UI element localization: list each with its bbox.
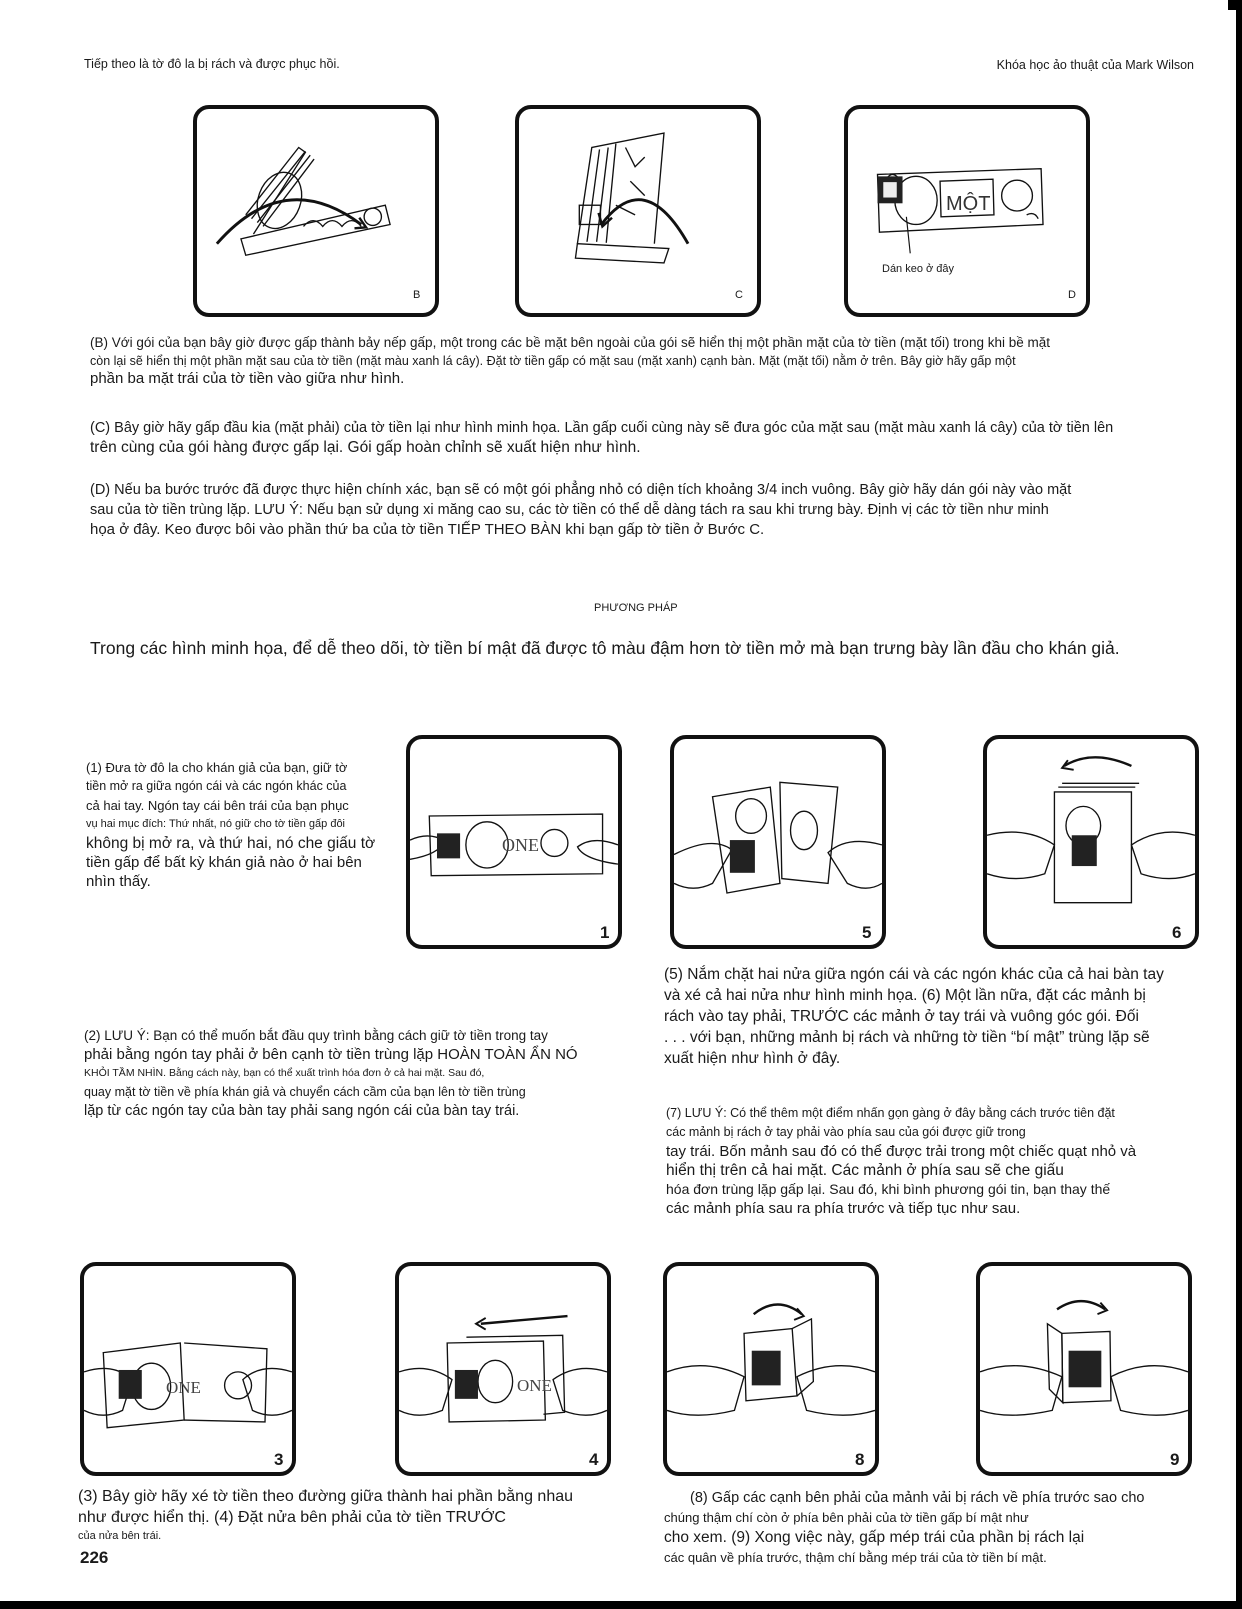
figure-panel-3	[80, 1262, 296, 1476]
step-5-6-text	[664, 964, 1224, 1069]
figure-panel-1	[406, 735, 622, 949]
para-d-line-3: họa ở đây. Keo được bôi vào phần thứ ba của tờ tiền TIẾP THEO BÀN khi bạn gấp tờ tiền ở Bước C.	[90, 521, 765, 538]
figure-number-6: 6	[1172, 923, 1182, 942]
bill-word-one-1: ONE	[502, 835, 539, 855]
step7-line-6: các mảnh phía sau ra phía trước và tiếp tục như sau.	[666, 1200, 1021, 1217]
para-b-line-2: còn lại sẽ hiển thị một phần mặt sau của tờ tiền (mặt màu xanh lá cây). Đặt tờ tiền gấp có mặt sau (mặt xanh) cạnh bàn. Mặt (mặt tối) nằm ở trên. Bây giờ hãy gấp một	[90, 354, 1016, 368]
step7-line-4: hiển thị trên cả hai mặt. Các mảnh ở phía sau sẽ che giấu	[666, 1162, 1064, 1179]
folded-bill-step-c-illustration	[519, 109, 757, 313]
bill-word-one-4: ONE	[517, 1376, 552, 1395]
step5-line-1: (5) Nắm chặt hai nửa giữa ngón cái và các ngón khác của cả hai bàn tay	[664, 966, 1164, 983]
fold-left-edge-illustration	[980, 1266, 1188, 1472]
step1-line-4: vụ hai mục đích: Thứ nhất, nó giữ cho tờ tiền gấp đôi	[86, 818, 345, 830]
step3-line-3: của nửa bên trái.	[78, 1530, 162, 1542]
step7-line-2: các mảnh bị rách ở tay phải vào phía sau của gói được giữ trong	[666, 1125, 1026, 1139]
figure-panel-9	[976, 1262, 1192, 1476]
step2-line-2: phải bằng ngón tay phải ở bên cạnh tờ tiền trùng lặp HOÀN TOÀN ẨN NÓ	[84, 1046, 578, 1063]
step8-line-3: cho xem. (9) Xong việc này, gấp mép trái của phần bị rách lại	[664, 1529, 1085, 1546]
step7-line-5: hóa đơn trùng lặp gấp lại. Sau đó, khi bình phương gói tin, bạn thay thế	[666, 1181, 1111, 1197]
step-3-4-text	[78, 1486, 658, 1544]
figure-panel-d	[844, 105, 1090, 317]
step1-line-7: nhìn thấy.	[86, 873, 151, 890]
paragraph-step-c	[90, 418, 1210, 458]
fold-right-edge-illustration	[667, 1266, 875, 1472]
step5-line-2: và xé cả hai nửa như hình minh họa. (6) Một lần nữa, đặt các mảnh bị	[664, 987, 1146, 1004]
step-8-9-text	[664, 1488, 1224, 1568]
glue-here-label: Dán keo ở đây	[882, 263, 955, 275]
para-c-line-1: (C) Bây giờ hãy gấp đầu kia (mặt phải) của tờ tiền lại như hình minh họa. Lần gấp cuối cùng này sẽ đưa góc của mặt sau (mặt màu xanh lá cây) của tờ tiền lên	[90, 420, 1114, 436]
method-heading: PHƯƠNG PHÁP	[594, 602, 678, 614]
step2-line-4: quay mặt tờ tiền về phía khán giả và chuyển cách cầm của bạn lên tờ tiền trùng	[84, 1085, 526, 1099]
step8-line-4: các quân về phía trước, thậm chí bằng mép trái của tờ tiền bí mật.	[664, 1550, 1047, 1565]
tear-bill-in-half-illustration	[84, 1266, 292, 1472]
panel-label-d: D	[1068, 289, 1076, 301]
step8-line-1: (8) Gấp các cạnh bên phải của mảnh vải bị rách về phía trước sao cho	[690, 1490, 1145, 1506]
step-1-text	[86, 758, 406, 891]
step2-line-1: (2) LƯU Ý: Bạn có thể muốn bắt đầu quy trình bằng cách giữ tờ tiền trong tay	[84, 1028, 548, 1043]
step5-line-5: xuất hiện như hình ở đây.	[664, 1050, 841, 1067]
figure-panel-6	[983, 735, 1199, 949]
step2-line-3: KHỎI TẦM NHÌN. Bằng cách này, bạn có thể xuất trình hóa đơn ở cả hai mặt. Sau đó,	[84, 1067, 485, 1079]
header-left: Tiếp theo là tờ đô la bị rách và được phục hồi.	[84, 57, 340, 71]
method-intro: Trong các hình minh họa, để dễ theo dõi, tờ tiền bí mật đã được tô màu đậm hơn tờ tiền mở mà bạn trưng bày lần đầu cho khán giả.	[90, 638, 1120, 658]
step5-line-4: . . . với bạn, những mảnh bị rách và những tờ tiền “bí mật” trùng lặp sẽ	[664, 1029, 1150, 1046]
step1-line-5: không bị mở ra, và thứ hai, nó che giấu tờ	[86, 835, 376, 852]
step5-line-3: rách vào tay phải, TRƯỚC các mảnh ở tay trái và vuông góc gói. Đối	[664, 1008, 1139, 1025]
para-d-line-1: (D) Nếu ba bước trước đã được thực hiện chính xác, bạn sẽ có một gói phẳng nhỏ có diện tích khoảng 3/4 inch vuông. Bây giờ hãy dán gói này vào mặt	[90, 482, 1072, 498]
figure-panel-b	[193, 105, 439, 317]
figure-number-1: 1	[600, 923, 610, 942]
scan-edge-bottom	[0, 1601, 1242, 1609]
step1-line-2: tiền mở ra giữa ngón cái và các ngón khác của	[86, 779, 347, 793]
figure-panel-4	[395, 1262, 611, 1476]
figure-number-4: 4	[589, 1450, 599, 1469]
paragraph-step-b	[90, 334, 1210, 388]
figure-number-5: 5	[862, 923, 872, 942]
folded-bill-step-b-illustration	[197, 109, 435, 313]
scan-edge-corner	[1228, 0, 1242, 10]
step-2-text	[84, 1026, 644, 1121]
figure-panel-5	[670, 735, 886, 949]
torn-pieces-squared-illustration	[987, 739, 1195, 945]
figure-number-3: 3	[274, 1450, 284, 1469]
step7-line-3: tay trái. Bốn mảnh sau đó có thể được trải trong một chiếc quạt nhỏ và	[666, 1143, 1137, 1160]
step1-line-1: (1) Đưa tờ đô la cho khán giả của bạn, giữ tờ	[86, 760, 348, 775]
right-half-in-front-illustration	[399, 1266, 607, 1472]
para-c-line-2: trên cùng của gói hàng được gấp lại. Gói gấp hoàn chỉnh sẽ xuất hiện như hình.	[90, 439, 641, 456]
figure-number-8: 8	[855, 1450, 865, 1469]
figure-panel-c	[515, 105, 761, 317]
panel-label-c: C	[735, 289, 743, 301]
step3-line-1: (3) Bây giờ hãy xé tờ tiền theo đường giữa thành hai phần bằng nhau	[78, 1488, 574, 1505]
step3-line-2: như được hiển thị. (4) Đặt nửa bên phải của tờ tiền TRƯỚC	[78, 1509, 506, 1526]
para-b-line-1: (B) Với gói của bạn bây giờ được gấp thành bảy nếp gấp, một trong các bề mặt bên ngoài của gói sẽ hiển thị một phần mặt của tờ tiền (mặt tối) trong khi bề mặt	[90, 335, 1050, 350]
para-d-line-2: sau của tờ tiền trùng lặp. LƯU Ý: Nếu bạn sử dụng xi măng cao su, các tờ tiền có thể dễ dàng tách ra sau khi trưng bày. Định vị các tờ tiền như minh	[90, 502, 1049, 518]
step-7-text	[666, 1104, 1226, 1218]
page-number: 226	[80, 1548, 109, 1567]
tearing-bill-illustration	[674, 739, 882, 945]
bill-word-one-3: ONE	[166, 1378, 201, 1397]
step1-line-3: cả hai tay. Ngón tay cái bên trái của bạn phục	[86, 798, 349, 813]
scan-edge-right	[1236, 0, 1242, 1609]
step1-line-6: tiền gấp để bất kỳ khán giả nào ở hai bên	[86, 854, 362, 871]
bill-word-mot: MỘT	[946, 193, 991, 215]
header-right: Khóa học ảo thuật của Mark Wilson	[996, 58, 1194, 72]
paragraph-step-d	[90, 480, 1210, 540]
step8-line-2: chúng thậm chí còn ở phía bên phải của tờ tiền gấp bí mật như	[664, 1510, 1029, 1525]
step7-line-1: (7) LƯU Ý: Có thể thêm một điểm nhấn gọn gàng ở đây bằng cách trước tiên đặt	[666, 1106, 1115, 1120]
panel-label-b: B	[413, 289, 421, 301]
figure-number-9: 9	[1170, 1450, 1180, 1469]
step2-line-5: lặp từ các ngón tay của bàn tay phải sang ngón cái của bàn tay trái.	[84, 1103, 520, 1119]
para-b-line-3: phần ba mặt trái của tờ tiền vào giữa như hình.	[90, 370, 405, 387]
figure-panel-8	[663, 1262, 879, 1476]
